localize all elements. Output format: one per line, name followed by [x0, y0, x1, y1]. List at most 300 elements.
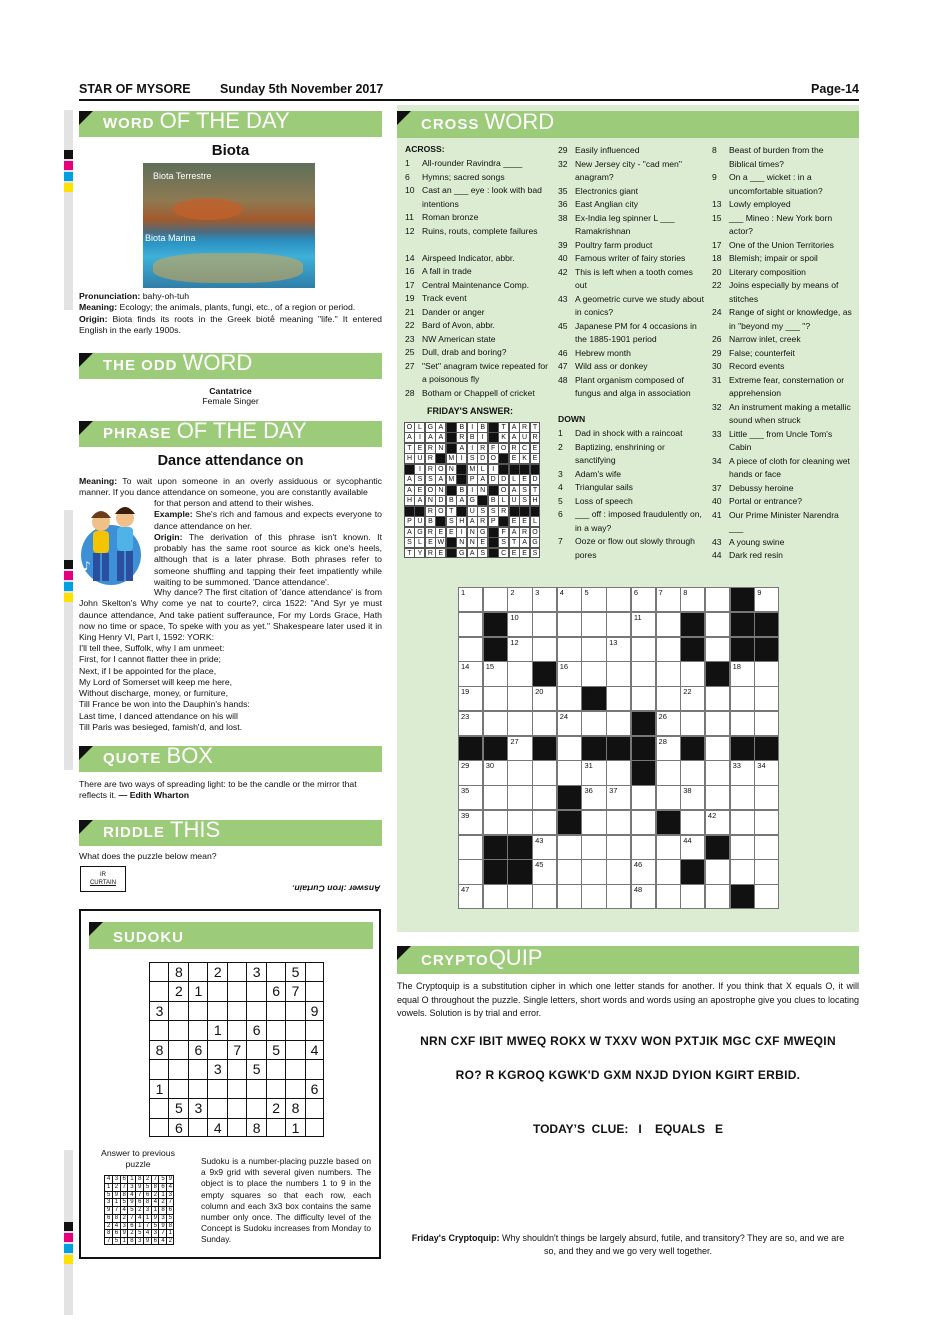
- clue-text: Dark red resin: [729, 550, 783, 560]
- crossword-cell[interactable]: [631, 612, 656, 637]
- crossword-cell[interactable]: [705, 760, 730, 785]
- crossword-cell[interactable]: [557, 835, 582, 860]
- crossword-cell[interactable]: [656, 637, 681, 662]
- crossword-cell[interactable]: [730, 760, 755, 785]
- quote-author: — Edith Wharton: [118, 790, 190, 801]
- sudoku-cell[interactable]: [285, 1001, 305, 1021]
- sudoku-cell[interactable]: [285, 1040, 305, 1060]
- clue-number: 40: [558, 253, 568, 263]
- sudoku-cell: 8: [143, 1198, 151, 1206]
- crossword-cell[interactable]: [458, 637, 483, 662]
- crossword-cell[interactable]: [606, 587, 631, 612]
- crossword-cell[interactable]: [483, 686, 508, 711]
- verse-line: My Lord of Somerset will keep me here,: [79, 676, 233, 687]
- crossword-clue: [712, 306, 852, 331]
- clue-number: 2: [558, 441, 563, 452]
- crossword-cell[interactable]: [631, 810, 656, 835]
- crossword-cell[interactable]: [532, 785, 557, 810]
- sudoku-cell: 2: [158, 1198, 166, 1206]
- crossword-cell[interactable]: [458, 835, 483, 860]
- crossword-cell[interactable]: [557, 711, 582, 736]
- crossword-clue: [712, 198, 852, 212]
- answer-cell: I: [414, 464, 425, 475]
- crossword-cell[interactable]: [532, 637, 557, 662]
- sudoku-cell: 9: [305, 1001, 325, 1021]
- crossword-cell[interactable]: [581, 785, 606, 810]
- sudoku-cell[interactable]: [305, 1020, 325, 1040]
- answer-cell: B: [456, 485, 467, 496]
- sudoku-cell[interactable]: [305, 1059, 325, 1079]
- crossword-cell[interactable]: [705, 637, 730, 662]
- cryptoquip-banner: [397, 946, 859, 974]
- sudoku-cell[interactable]: [227, 1001, 247, 1021]
- crossword-cell[interactable]: [680, 785, 705, 810]
- crossword-cell[interactable]: [606, 859, 631, 884]
- clue-number: 15: [712, 212, 722, 223]
- answer-cell: B: [425, 516, 436, 527]
- crossword-cell[interactable]: [730, 785, 755, 810]
- sudoku-cell: 8: [104, 1229, 112, 1237]
- crossword-cell[interactable]: [631, 859, 656, 884]
- sudoku-cell: 1: [188, 981, 208, 1001]
- crossword-cell[interactable]: [458, 884, 483, 909]
- answer-cell: E: [435, 527, 446, 538]
- crossword-cell[interactable]: [656, 760, 681, 785]
- crossword-cell[interactable]: [680, 661, 705, 686]
- crossword-cell[interactable]: [581, 661, 606, 686]
- sudoku-cell[interactable]: [168, 1001, 188, 1021]
- crossword-cell[interactable]: [458, 661, 483, 686]
- crossword-cell[interactable]: [458, 810, 483, 835]
- answer-cell: L: [498, 495, 509, 506]
- sudoku-cell[interactable]: [266, 1001, 286, 1021]
- crossword-cell[interactable]: [458, 587, 483, 612]
- clue-number: 1: [558, 428, 563, 438]
- crossword-cell[interactable]: [656, 859, 681, 884]
- sudoku-description: Sudoku is a number-placing puzzle based on a 9x9 grid with several given numbers. The object is to place the numbers 1 to 9 in the empty squares so that each row, each column and each 3x3 box contains the same number only once. The difficulty level of the Concept is Sudoku increases from Monday to Sunday.: [201, 1156, 371, 1245]
- clue-text: Portal or entrance?: [729, 496, 803, 506]
- svg-text:♪: ♪: [83, 559, 91, 573]
- crossword-cell[interactable]: [656, 736, 681, 761]
- sudoku-cell: 8: [149, 1040, 169, 1060]
- crossword-cell[interactable]: [705, 859, 730, 884]
- crossword-cell[interactable]: [581, 711, 606, 736]
- sudoku-cell[interactable]: [305, 1098, 325, 1118]
- sudoku-cell: 6: [246, 1020, 266, 1040]
- crossword-cell[interactable]: [606, 686, 631, 711]
- crossword-cell[interactable]: [631, 587, 656, 612]
- registration-mark: [64, 593, 73, 602]
- answer-cell: S: [488, 506, 499, 517]
- answer-cell: G: [467, 495, 478, 506]
- crossword-cell[interactable]: [705, 686, 730, 711]
- crossword-cell[interactable]: [532, 612, 557, 637]
- crossword-cell[interactable]: [631, 661, 656, 686]
- crossword-cell[interactable]: [581, 884, 606, 909]
- clue-number: 29: [558, 145, 568, 155]
- clue-text: Debussy heroine: [729, 482, 794, 493]
- answer-cell: H: [404, 495, 415, 506]
- banner-text: BOX: [166, 746, 213, 768]
- crossword-cell[interactable]: [656, 711, 681, 736]
- crossword-cell[interactable]: [680, 760, 705, 785]
- sudoku-cell[interactable]: [227, 962, 247, 982]
- crossword-cell[interactable]: [754, 760, 779, 785]
- crossword-cell[interactable]: [581, 835, 606, 860]
- crossword-cell[interactable]: [458, 785, 483, 810]
- crossword-cell[interactable]: [483, 760, 508, 785]
- answer-cell: R: [425, 506, 436, 517]
- answer-block: [519, 506, 530, 517]
- sudoku-cell[interactable]: [227, 1059, 247, 1079]
- crossword-cell[interactable]: [631, 637, 656, 662]
- sudoku-cell[interactable]: [207, 1098, 227, 1118]
- crossword-cell[interactable]: [581, 859, 606, 884]
- sudoku-cell[interactable]: [188, 962, 208, 982]
- crossword-cell[interactable]: [458, 612, 483, 637]
- clue-number: 19: [405, 293, 415, 303]
- sudoku-cell: 5: [135, 1229, 143, 1237]
- banner-corner: [79, 820, 93, 834]
- crossword-cell[interactable]: [754, 835, 779, 860]
- issue-date: Sunday 5th November 2017: [220, 82, 384, 96]
- verse-line: Till France be won into the Dauphin's hands:: [79, 699, 250, 710]
- banner-text: SUDOKU: [113, 929, 185, 946]
- crossword-block: [581, 736, 606, 761]
- crossword-cell[interactable]: [606, 884, 631, 909]
- biota-image: [143, 163, 315, 288]
- clue-text: Ex-India leg spinner L ___ Ramakrishnan: [575, 212, 675, 236]
- crossword-cell[interactable]: [656, 686, 681, 711]
- crossword-cell[interactable]: [507, 736, 532, 761]
- sudoku-cell[interactable]: [305, 962, 325, 982]
- answer-cell: R: [477, 516, 488, 527]
- crossword-cell[interactable]: [557, 612, 582, 637]
- crossword-cell[interactable]: [532, 810, 557, 835]
- crossword-cell[interactable]: [507, 637, 532, 662]
- crossword-cell[interactable]: [705, 785, 730, 810]
- crossword-cell[interactable]: [680, 884, 705, 909]
- verse-line: Next, if I be appointed for the place,: [79, 665, 217, 676]
- crossword-cell[interactable]: [631, 686, 656, 711]
- clue-text: Our Prime Minister Narendra ___: [729, 509, 839, 533]
- crossword-cell[interactable]: [754, 587, 779, 612]
- clue-number: 33: [712, 428, 722, 439]
- crossword-cell[interactable]: [483, 711, 508, 736]
- answer-block: [498, 516, 509, 527]
- cell-number: 11: [633, 612, 642, 622]
- crossword-cell[interactable]: [754, 810, 779, 835]
- crossword-cell[interactable]: [532, 859, 557, 884]
- meaning: for that person and attend to their wishes.: [154, 498, 314, 508]
- crossword-cell[interactable]: [754, 785, 779, 810]
- crossword-cell[interactable]: [483, 810, 508, 835]
- answer-cell: E: [435, 548, 446, 559]
- crossword-cell[interactable]: [507, 612, 532, 637]
- clue-text: Adam's wife: [575, 468, 622, 479]
- label: Meaning:: [79, 476, 118, 486]
- crossword-clue: [405, 346, 553, 360]
- crossword-block: [730, 612, 755, 637]
- clue-number: 26: [712, 334, 722, 344]
- sudoku-cell[interactable]: [149, 1098, 169, 1118]
- sudoku-cell: 1: [149, 1079, 169, 1099]
- crossword-cell[interactable]: [581, 587, 606, 612]
- sudoku-cell: 1: [127, 1175, 135, 1183]
- crossword-cell[interactable]: [606, 785, 631, 810]
- sudoku-cell[interactable]: [168, 1040, 188, 1060]
- crossword-cell[interactable]: [730, 661, 755, 686]
- crossword-cell[interactable]: [606, 835, 631, 860]
- crossword-cell[interactable]: [581, 760, 606, 785]
- sudoku-cell[interactable]: [149, 1020, 169, 1040]
- answer-block: [488, 432, 499, 443]
- crossword-cell[interactable]: [458, 686, 483, 711]
- sudoku-cell[interactable]: [285, 1079, 305, 1099]
- crossword-cell[interactable]: [631, 835, 656, 860]
- answer-cell: C: [498, 548, 509, 559]
- sudoku-cell: 2: [168, 981, 188, 1001]
- sudoku-cell[interactable]: [188, 1020, 208, 1040]
- crossword-cell[interactable]: [458, 760, 483, 785]
- crossword-cell[interactable]: [754, 686, 779, 711]
- answer-block: [498, 453, 509, 464]
- banner-text: WORD: [484, 111, 555, 134]
- crossword-cell[interactable]: [507, 587, 532, 612]
- sudoku-cell[interactable]: [246, 1079, 266, 1099]
- crossword-cell[interactable]: [507, 785, 532, 810]
- crossword-cell[interactable]: [705, 810, 730, 835]
- crossword-cell[interactable]: [507, 760, 532, 785]
- clue-text: Central Maintenance Comp.: [422, 279, 529, 290]
- crossword-cell[interactable]: [754, 711, 779, 736]
- crossword-cell[interactable]: [656, 587, 681, 612]
- answer-block: [446, 443, 457, 454]
- crossword-cell[interactable]: [532, 587, 557, 612]
- sudoku-cell[interactable]: [227, 1098, 247, 1118]
- sudoku-cell: 9: [104, 1206, 112, 1214]
- crossword-cell[interactable]: [730, 810, 755, 835]
- sudoku-cell[interactable]: [149, 1059, 169, 1079]
- sudoku-cell[interactable]: [285, 1020, 305, 1040]
- crossword-cell[interactable]: [656, 612, 681, 637]
- crossword-cell[interactable]: [557, 686, 582, 711]
- crossword-cell[interactable]: [730, 686, 755, 711]
- sudoku-cell: 1: [158, 1191, 166, 1199]
- clue-number: 21: [405, 306, 415, 317]
- cell-number: 31: [584, 761, 593, 771]
- sudoku-cell[interactable]: [305, 1118, 325, 1138]
- clue-number: 32: [558, 158, 568, 169]
- sudoku-cell[interactable]: [227, 1079, 247, 1099]
- crossword-cell[interactable]: [458, 859, 483, 884]
- crossword-cell[interactable]: [730, 835, 755, 860]
- registration-mark: [64, 571, 73, 580]
- crossword-clue: [712, 455, 852, 479]
- crossword-cell[interactable]: [631, 785, 656, 810]
- sudoku-cell[interactable]: [305, 981, 325, 1001]
- sudoku-cell[interactable]: [227, 1118, 247, 1138]
- sudoku-cell[interactable]: [246, 1098, 266, 1118]
- sudoku-cell[interactable]: [266, 1079, 286, 1099]
- answer-cell: A: [404, 432, 415, 443]
- crossword-clue: [712, 428, 852, 452]
- crossword-cell[interactable]: [507, 711, 532, 736]
- crossword-cell[interactable]: [483, 661, 508, 686]
- crossword-cell[interactable]: [730, 859, 755, 884]
- crossword-cell[interactable]: [507, 810, 532, 835]
- crossword-cell[interactable]: [507, 661, 532, 686]
- sudoku-cell: 5: [246, 1059, 266, 1079]
- crossword-cell[interactable]: [581, 612, 606, 637]
- answer-cell: P: [404, 516, 415, 527]
- sudoku-cell[interactable]: [227, 981, 247, 1001]
- crossword-cell[interactable]: [606, 661, 631, 686]
- riddle-box-text: IR: [100, 872, 106, 878]
- friday-cryptoquip-answer: Why shouldn't things be largely absurd, futile, and transitory? They are so, and we are so, and they and we go very well together.: [499, 1233, 845, 1256]
- sudoku-cell[interactable]: [207, 1040, 227, 1060]
- crossword-cell[interactable]: [507, 884, 532, 909]
- sudoku-cell: 2: [120, 1214, 128, 1222]
- crossword-cell[interactable]: [557, 736, 582, 761]
- registration-mark: [64, 582, 73, 591]
- sudoku-cell[interactable]: [266, 962, 286, 982]
- crossword-cell[interactable]: [754, 884, 779, 909]
- crossword-block: [730, 736, 755, 761]
- sudoku-cell[interactable]: [149, 962, 169, 982]
- sudoku-cell[interactable]: [266, 1118, 286, 1138]
- crossword-cell[interactable]: [581, 810, 606, 835]
- sudoku-cell[interactable]: [207, 1079, 227, 1099]
- answer-block: [488, 537, 499, 548]
- clue-text: Lowly employed: [729, 199, 791, 209]
- sudoku-cell[interactable]: [285, 1059, 305, 1079]
- sudoku-cell: 6: [120, 1175, 128, 1183]
- clue-number: 36: [558, 199, 568, 209]
- crossword-cell[interactable]: [754, 661, 779, 686]
- crossword-block: [557, 785, 582, 810]
- clue-number: 39: [558, 239, 568, 250]
- sudoku-cell[interactable]: [207, 1001, 227, 1021]
- crossword-cell[interactable]: [705, 612, 730, 637]
- sudoku-cell: 2: [112, 1183, 120, 1191]
- clue-number: 29: [712, 347, 722, 358]
- crossword-cell[interactable]: [606, 760, 631, 785]
- sudoku-cell: 7: [120, 1183, 128, 1191]
- crossword-cell[interactable]: [705, 736, 730, 761]
- crossword-cell[interactable]: [532, 884, 557, 909]
- sudoku-cell: 9: [135, 1183, 143, 1191]
- sudoku-cell: 3: [112, 1175, 120, 1183]
- crossword-cell[interactable]: [680, 711, 705, 736]
- sudoku-cell: 8: [246, 1118, 266, 1138]
- crossword-cell[interactable]: [606, 612, 631, 637]
- crossword-cell[interactable]: [557, 859, 582, 884]
- crossword-cell[interactable]: [606, 810, 631, 835]
- crossword-cell[interactable]: [483, 785, 508, 810]
- crossword-cell[interactable]: [754, 859, 779, 884]
- crossword-cell[interactable]: [532, 835, 557, 860]
- sudoku-cell[interactable]: [207, 981, 227, 1001]
- sudoku-cell[interactable]: [188, 1118, 208, 1138]
- clue-text: NW American state: [422, 333, 496, 344]
- crossword-block: [680, 736, 705, 761]
- crossword-cell[interactable]: [705, 884, 730, 909]
- crossword-cell[interactable]: [483, 587, 508, 612]
- sudoku-cell[interactable]: [188, 1059, 208, 1079]
- cryptoquip-clue: TODAY’S CLUE: I EQUALS E: [532, 1122, 724, 1136]
- sudoku-cell[interactable]: [266, 1020, 286, 1040]
- crossword-cell[interactable]: [606, 637, 631, 662]
- crossword-cell[interactable]: [507, 686, 532, 711]
- crossword-cell[interactable]: [656, 835, 681, 860]
- sudoku-cell: 6: [104, 1214, 112, 1222]
- label: Example:: [154, 509, 193, 520]
- crossword-cell[interactable]: [730, 711, 755, 736]
- clue-number: 42: [558, 266, 568, 277]
- sudoku-cell[interactable]: [149, 981, 169, 1001]
- crossword-cell[interactable]: [606, 711, 631, 736]
- cell-number: 5: [584, 588, 589, 597]
- sudoku-cell[interactable]: [168, 1079, 188, 1099]
- sudoku-cell[interactable]: [266, 1059, 286, 1079]
- sudoku-cell[interactable]: [168, 1059, 188, 1079]
- crossword-clue: [405, 225, 553, 239]
- crossword-cell[interactable]: [631, 884, 656, 909]
- crossword-cell[interactable]: [532, 711, 557, 736]
- crossword-cell[interactable]: [656, 884, 681, 909]
- clue-text: Cast an ___ eye : look with bad intentions: [422, 185, 542, 209]
- sudoku-cell[interactable]: [246, 981, 266, 1001]
- clue-text: Roman bronze: [422, 212, 479, 222]
- sudoku-cell[interactable]: [188, 1079, 208, 1099]
- crossword-cell[interactable]: [483, 884, 508, 909]
- sudoku-cell[interactable]: [246, 1040, 266, 1060]
- crossword-cell[interactable]: [532, 686, 557, 711]
- answer-block: [404, 506, 415, 517]
- crossword-cell[interactable]: [680, 587, 705, 612]
- crossword-cell[interactable]: [656, 661, 681, 686]
- crossword-cell[interactable]: [705, 711, 730, 736]
- crossword-cell[interactable]: [532, 760, 557, 785]
- crossword-cell[interactable]: [458, 711, 483, 736]
- crossword-block: [557, 810, 582, 835]
- answer-cell: T: [404, 443, 415, 454]
- crossword-cell[interactable]: [680, 835, 705, 860]
- sudoku-cell[interactable]: [227, 1020, 247, 1040]
- sudoku-cell[interactable]: [246, 1001, 266, 1021]
- crossword-cell[interactable]: [557, 661, 582, 686]
- crossword-cell[interactable]: [656, 785, 681, 810]
- sudoku-cell[interactable]: [188, 1001, 208, 1021]
- answer-cell: O: [404, 422, 415, 433]
- sudoku-cell[interactable]: [168, 1020, 188, 1040]
- registration-mark: [64, 1244, 73, 1253]
- crossword-cell[interactable]: [557, 637, 582, 662]
- sudoku-cell[interactable]: [149, 1118, 169, 1138]
- crossword-cell[interactable]: [705, 587, 730, 612]
- crossword-clue: [712, 495, 852, 509]
- answer-block: [456, 464, 467, 475]
- clue-text: Literary composition: [729, 266, 806, 277]
- crossword-cell[interactable]: [557, 760, 582, 785]
- crossword-cell[interactable]: [557, 587, 582, 612]
- crossword-cell[interactable]: [680, 686, 705, 711]
- crossword-cell[interactable]: [581, 637, 606, 662]
- crossword-cell[interactable]: [557, 884, 582, 909]
- crossword-cell[interactable]: [680, 810, 705, 835]
- riddle-banner: [79, 820, 382, 846]
